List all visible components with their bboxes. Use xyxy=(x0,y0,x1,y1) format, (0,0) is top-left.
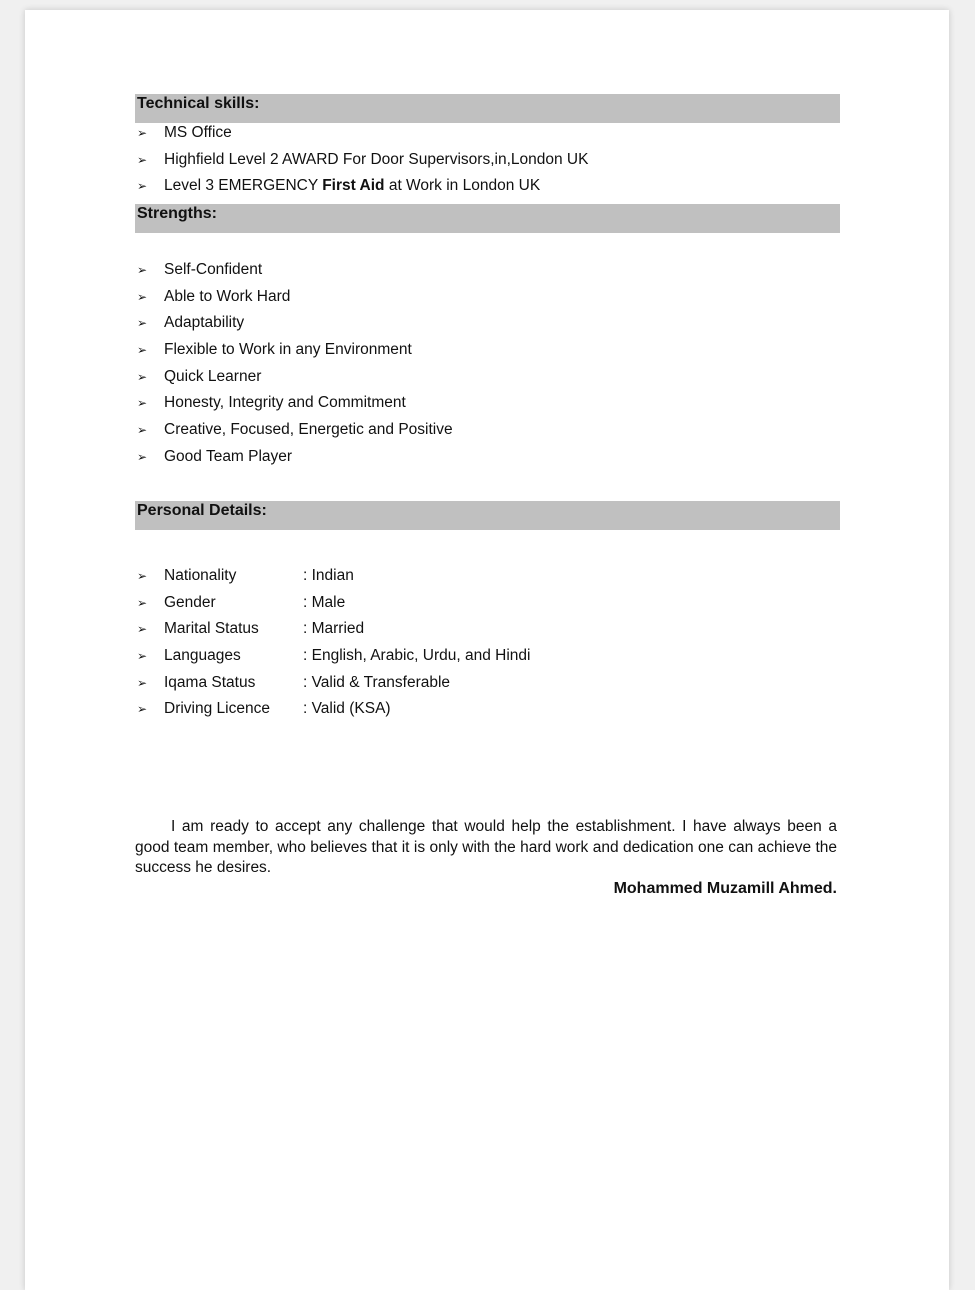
strength-text: Quick Learner xyxy=(164,367,262,385)
detail-label: Marital Status xyxy=(164,620,259,638)
technical-skills-title: Technical skills: xyxy=(137,95,260,112)
arrow-bullet-icon: ➢ xyxy=(137,316,148,331)
detail-value: : English, Arabic, Urdu, and Hindi xyxy=(303,647,531,665)
skill-text: Highfield Level 2 AWARD For Door Supervisors,in,London UK xyxy=(164,150,589,168)
detail-value: : Male xyxy=(303,593,346,611)
resume-content xyxy=(135,10,840,1280)
arrow-bullet-icon: ➢ xyxy=(137,675,148,690)
skill-text-pre: Level 3 EMERGENCY xyxy=(164,177,323,195)
arrow-bullet-icon: ➢ xyxy=(137,179,148,194)
strengths-header xyxy=(135,204,840,233)
arrow-bullet-icon: ➢ xyxy=(137,152,148,167)
arrow-bullet-icon: ➢ xyxy=(137,449,148,464)
skill-text-post: at Work in London UK xyxy=(384,177,541,195)
detail-label: Languages xyxy=(164,647,241,665)
arrow-bullet-icon: ➢ xyxy=(137,396,148,411)
arrow-bullet-icon: ➢ xyxy=(137,263,148,277)
strength-text: Honesty, Integrity and Commitment xyxy=(164,394,406,412)
arrow-bullet-icon: ➢ xyxy=(137,702,148,717)
arrow-bullet-icon: ➢ xyxy=(137,595,148,610)
arrow-bullet-icon: ➢ xyxy=(137,369,148,384)
arrow-bullet-icon: ➢ xyxy=(137,289,148,304)
skill-text: MS Office xyxy=(164,124,232,141)
arrow-bullet-icon: ➢ xyxy=(137,649,148,664)
strength-text: Self-Confident xyxy=(164,261,263,278)
strengths-title: Strengths: xyxy=(137,205,217,222)
arrow-bullet-icon: ➢ xyxy=(137,423,148,438)
detail-label: Driving Licence xyxy=(164,700,270,718)
detail-label: Gender xyxy=(164,593,216,611)
arrow-bullet-icon: ➢ xyxy=(137,126,148,140)
detail-value: : Married xyxy=(303,620,365,638)
arrow-bullet-icon: ➢ xyxy=(137,569,148,583)
detail-value: : Valid & Transferable xyxy=(303,673,451,691)
strength-text: Good Team Player xyxy=(164,447,293,465)
arrow-bullet-icon: ➢ xyxy=(137,622,148,637)
skill-text-bold: First Aid xyxy=(322,177,385,195)
personal-details-header xyxy=(135,501,840,530)
personal-details-title: Personal Details: xyxy=(137,502,267,519)
detail-value: : Valid (KSA) xyxy=(303,700,391,718)
strength-text: Creative, Focused, Energetic and Positive xyxy=(164,421,453,439)
closing-statement: I am ready to accept any challenge that would help the establishment. I have always been a good team member, who believes that it is only with the hard work and dedication one can achieve the success he desires. xyxy=(135,818,837,876)
document-page xyxy=(25,10,949,1290)
skill-text xyxy=(164,176,540,196)
detail-label: Iqama Status xyxy=(164,673,256,691)
signature-name: Mohammed Muzamill Ahmed. xyxy=(613,880,837,897)
strength-text: Adaptability xyxy=(164,314,245,332)
arrow-bullet-icon: ➢ xyxy=(137,343,148,358)
detail-value: : Indian xyxy=(303,567,354,584)
detail-label: Nationality xyxy=(164,567,237,584)
technical-skills-header xyxy=(135,94,840,123)
strength-text: Flexible to Work in any Environment xyxy=(164,341,412,359)
strength-text: Able to Work Hard xyxy=(164,287,291,305)
